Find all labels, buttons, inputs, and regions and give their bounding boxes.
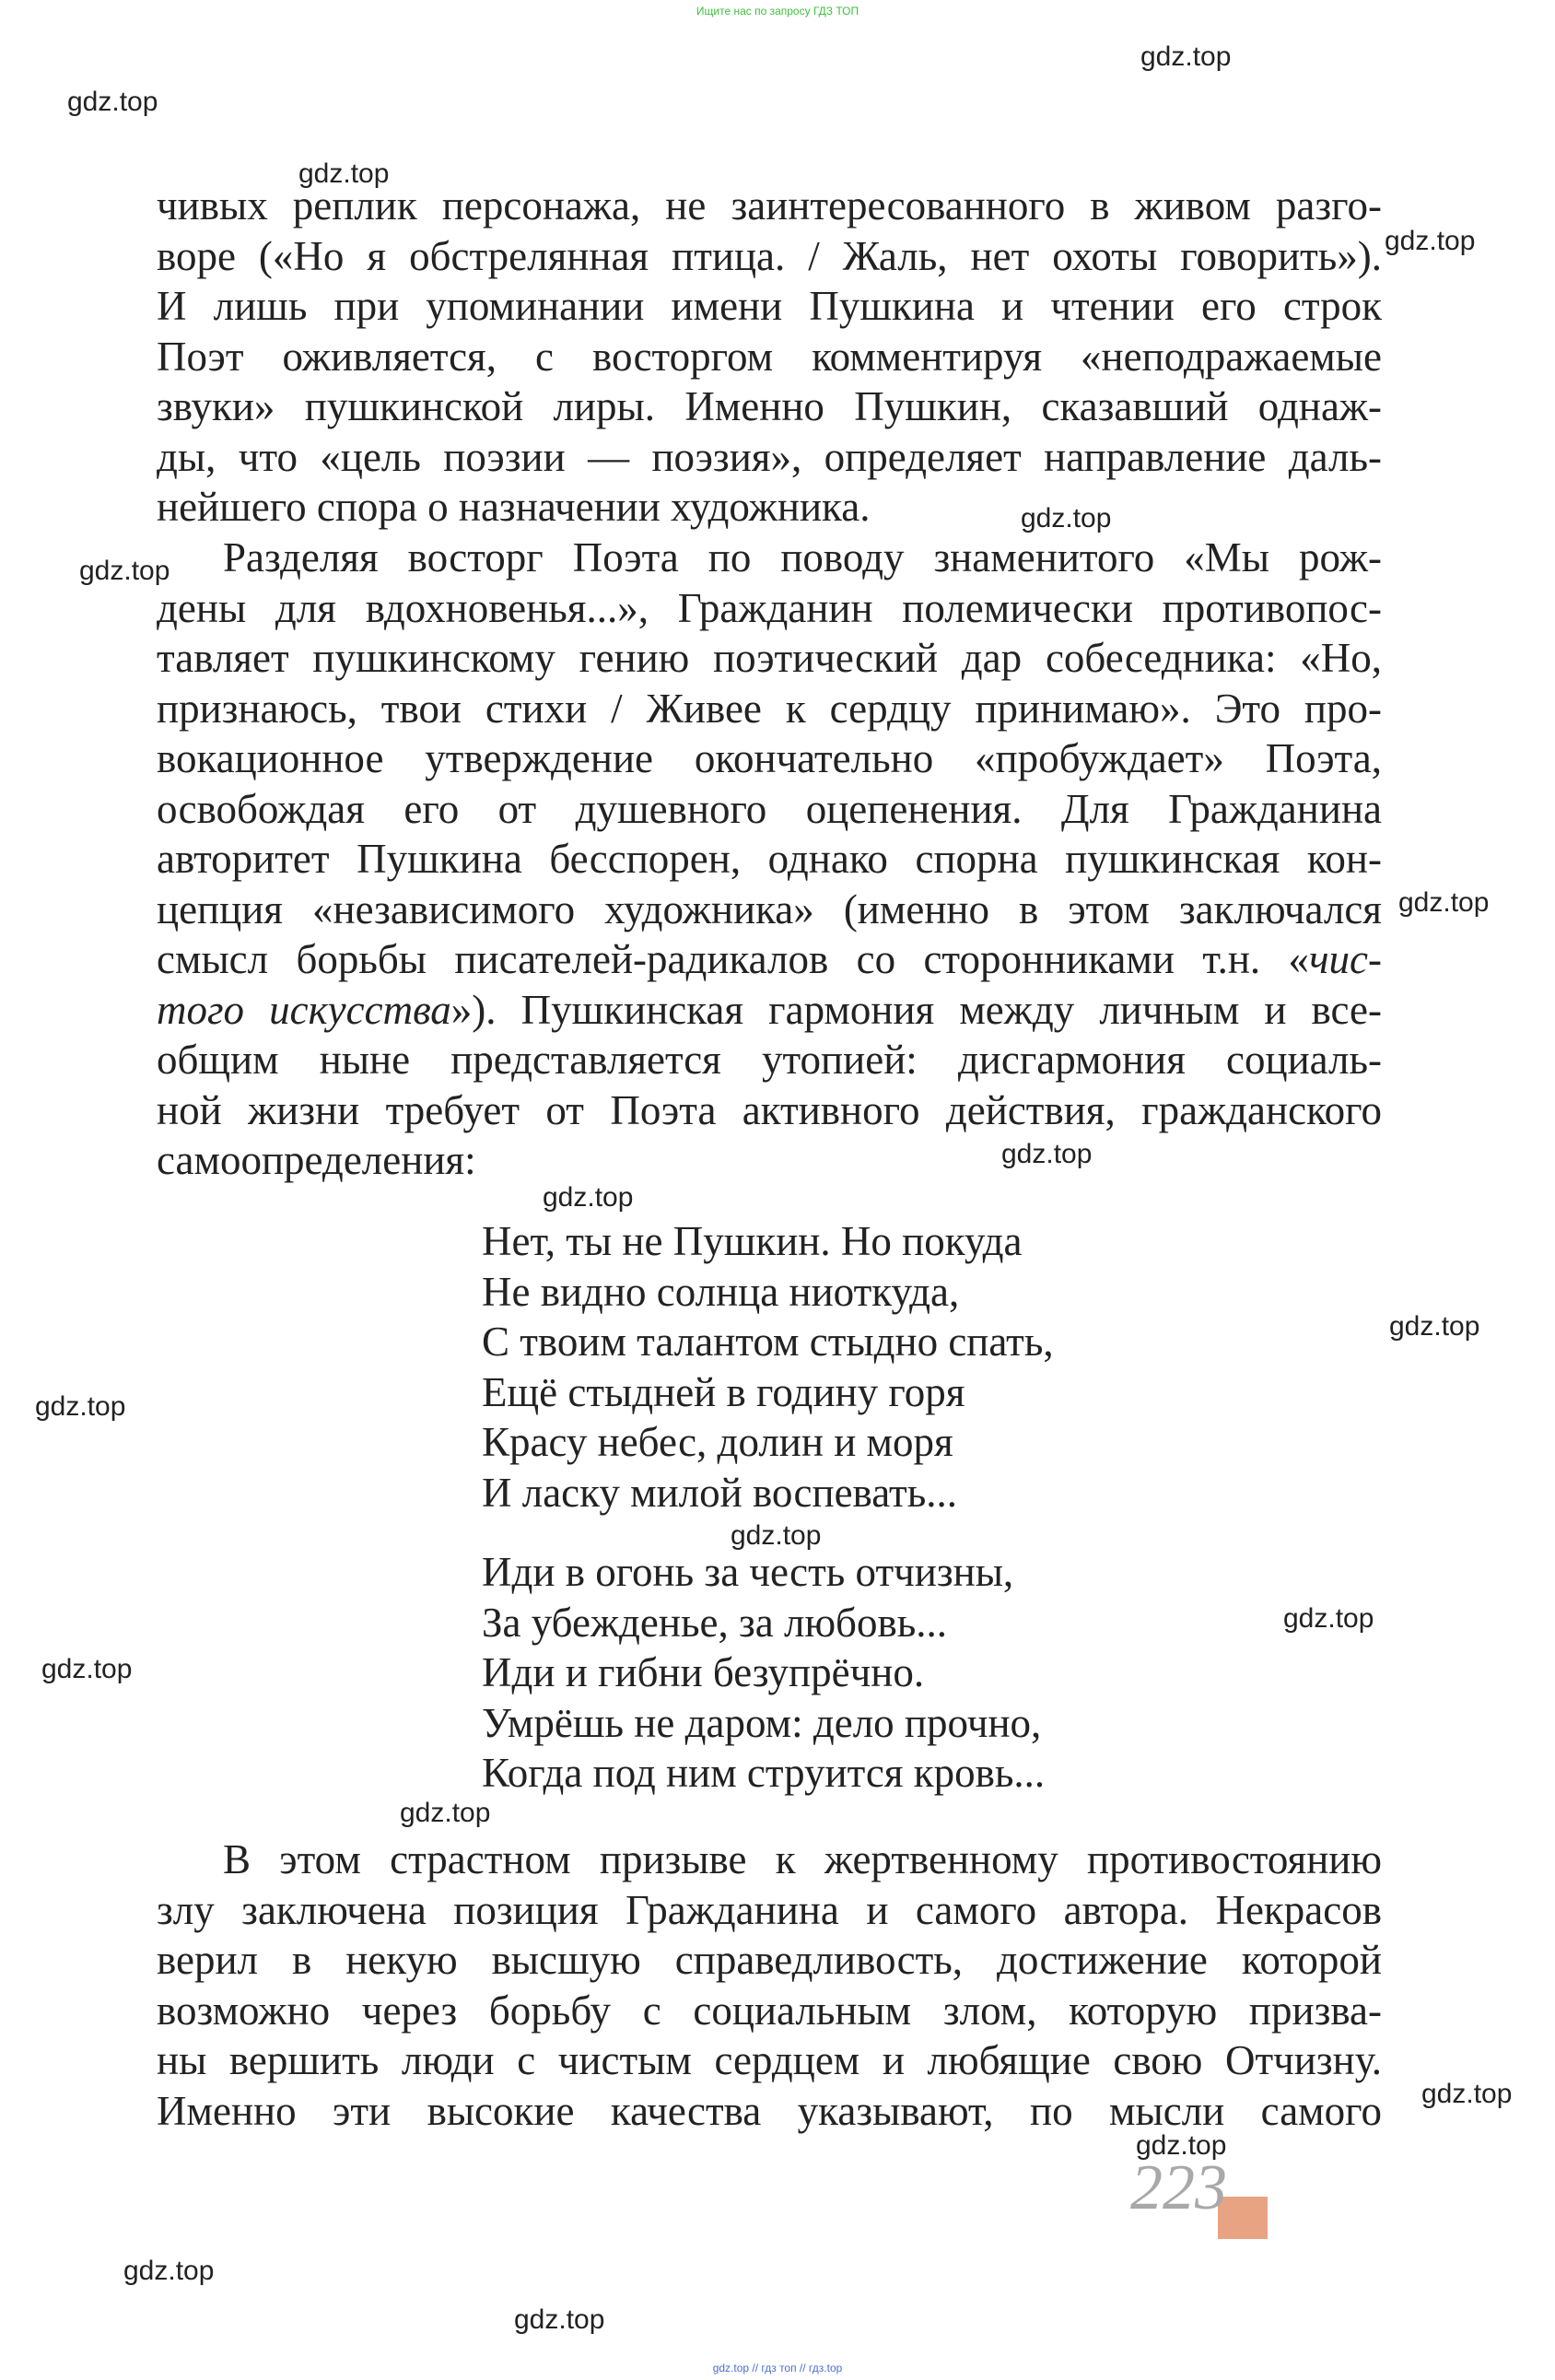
watermark: gdz.top xyxy=(1421,2079,1513,2109)
text-line: Именно эти высокие качества указывают, по мысли самого xyxy=(157,2087,1382,2134)
text-line: Разделяя восторг Поэта по поводу знаменитого «Мы рож- xyxy=(223,534,1382,580)
text-line xyxy=(157,934,1382,985)
text-line: злу заключена позиция Гражданина и самого автора. Некрасов xyxy=(157,1886,1382,1933)
poem-line: Иди и гибни безупрёчно. xyxy=(482,1649,925,1695)
poem-line: С твоим талантом стыдно спать, xyxy=(482,1319,1054,1365)
watermark: gdz.top xyxy=(1385,226,1476,256)
watermark: gdz.top xyxy=(400,1798,491,1828)
watermark: gdz.top xyxy=(41,1654,133,1684)
text-line: тавляет пушкинскому гению поэтический дар собеседника: «Но, xyxy=(157,635,1382,681)
text-line: ны вершить люди с чистым сердцем и любящие свою Отчизну. xyxy=(157,2037,1382,2083)
page-number: 223 xyxy=(1130,2152,1227,2223)
text-line: Поэт оживляется, с восторгом комментируя «неподражаемые xyxy=(157,333,1382,380)
bottom-banner: gdz.top // гдз топ // гдз.top xyxy=(712,2362,843,2374)
paragraph-1 xyxy=(157,181,1382,533)
text-line: цепция «независимого художника» (именно в этом заключался xyxy=(157,885,1382,932)
text-line: звуки» пушкинской лиры. Именно Пушкин, сказавший однаж- xyxy=(157,383,1382,429)
text-line: возможно через борьбу с социальным злом, которую призва- xyxy=(157,1987,1382,2034)
watermark: gdz.top xyxy=(67,87,158,117)
text-line: ды, что «цель поэзии — поэзия», определяет направление даль- xyxy=(157,433,1382,480)
text-line: вокационное утверждение окончательно «пробуждает» Поэта, xyxy=(157,735,1382,781)
watermark: gdz.top xyxy=(543,1182,634,1213)
watermark: gdz.top xyxy=(35,1391,126,1422)
text-line: И лишь при упоминании имени Пушкина и чтении его строк xyxy=(157,283,1382,329)
text-line: дены для вдохновенья...», Гражданин полемически противопос- xyxy=(157,584,1382,631)
watermark: gdz.top xyxy=(1398,887,1490,918)
text-line: чивых реплик персонажа, не заинтересованного в живом разго- xyxy=(157,182,1382,229)
text-line: В этом страстном призыве к жертвенному противостоянию xyxy=(223,1836,1382,1882)
poem-line: Когда под ним струится кровь... xyxy=(482,1750,1046,1796)
text-line: признаюсь, твои стихи / Живее к сердцу принимаю». Это про- xyxy=(157,685,1382,732)
poem-line: И ласку милой воспевать... xyxy=(482,1469,957,1516)
text-line: нейшего спора о назначении художника. xyxy=(157,484,871,530)
paragraph-2 xyxy=(157,533,1382,1186)
text-line xyxy=(157,985,1382,1036)
poem-line: Умрёшь не даром: дело прочно, xyxy=(482,1699,1042,1746)
watermark: gdz.top xyxy=(79,556,170,586)
poem-line: За убежденье, за любовь... xyxy=(482,1599,947,1646)
poem-line: Ещё стыдней в годину горя xyxy=(482,1368,965,1415)
poem-line: Не видно солнца ниоткуда, xyxy=(482,1268,960,1315)
watermark: gdz.top xyxy=(1389,1311,1480,1342)
text-line: самоопределения: xyxy=(157,1137,476,1183)
poem-line: Красу небес, долин и моря xyxy=(482,1419,953,1465)
poem-line: Нет, ты не Пушкин. Но покуда xyxy=(482,1218,1023,1264)
text-run: »). Пушкинская гармония между личным и все- xyxy=(450,986,1382,1033)
watermark: gdz.top xyxy=(298,158,390,189)
text-line: освобождая его от душевного оцепенения. Для Гражданина xyxy=(157,785,1382,832)
watermark: gdz.top xyxy=(731,1520,822,1551)
watermark: gdz.top xyxy=(1140,41,1232,72)
italic-text: того искусства xyxy=(157,986,451,1033)
watermark: gdz.top xyxy=(1136,2130,1227,2161)
text-line: авторитет Пушкина бесспорен, однако спорна пушкинская кон- xyxy=(157,836,1382,882)
watermark: gdz.top xyxy=(1283,1603,1374,1634)
paragraph-3 xyxy=(157,1835,1382,2136)
text-line: воре («Но я обстрелянная птица. / Жаль, нет охоты говорить»). xyxy=(157,232,1382,279)
poem-stanza-2 xyxy=(482,1547,1045,1799)
watermark: gdz.top xyxy=(1021,503,1112,533)
watermark: gdz.top xyxy=(1001,1139,1093,1169)
poem-stanza-1 xyxy=(482,1216,1054,1518)
italic-text: чис- xyxy=(1309,936,1382,982)
text-line: верил в некую высшую справедливость, достижение которой xyxy=(157,1937,1382,1983)
poem-line: Иди в огонь за честь отчизны, xyxy=(482,1549,1014,1595)
watermark: gdz.top xyxy=(123,2256,215,2286)
text-line: общим ныне представляется утопией: дисгармония социаль- xyxy=(157,1037,1382,1083)
text-run: смысл борьбы писателей-радикалов со сторонниками т.н. « xyxy=(157,936,1310,982)
text-line: ной жизни требует от Поэта активного действия, гражданского xyxy=(157,1086,1382,1133)
watermark: gdz.top xyxy=(514,2304,605,2335)
top-banner: Ищите нас по запросу ГДЗ ТОП xyxy=(696,5,859,18)
